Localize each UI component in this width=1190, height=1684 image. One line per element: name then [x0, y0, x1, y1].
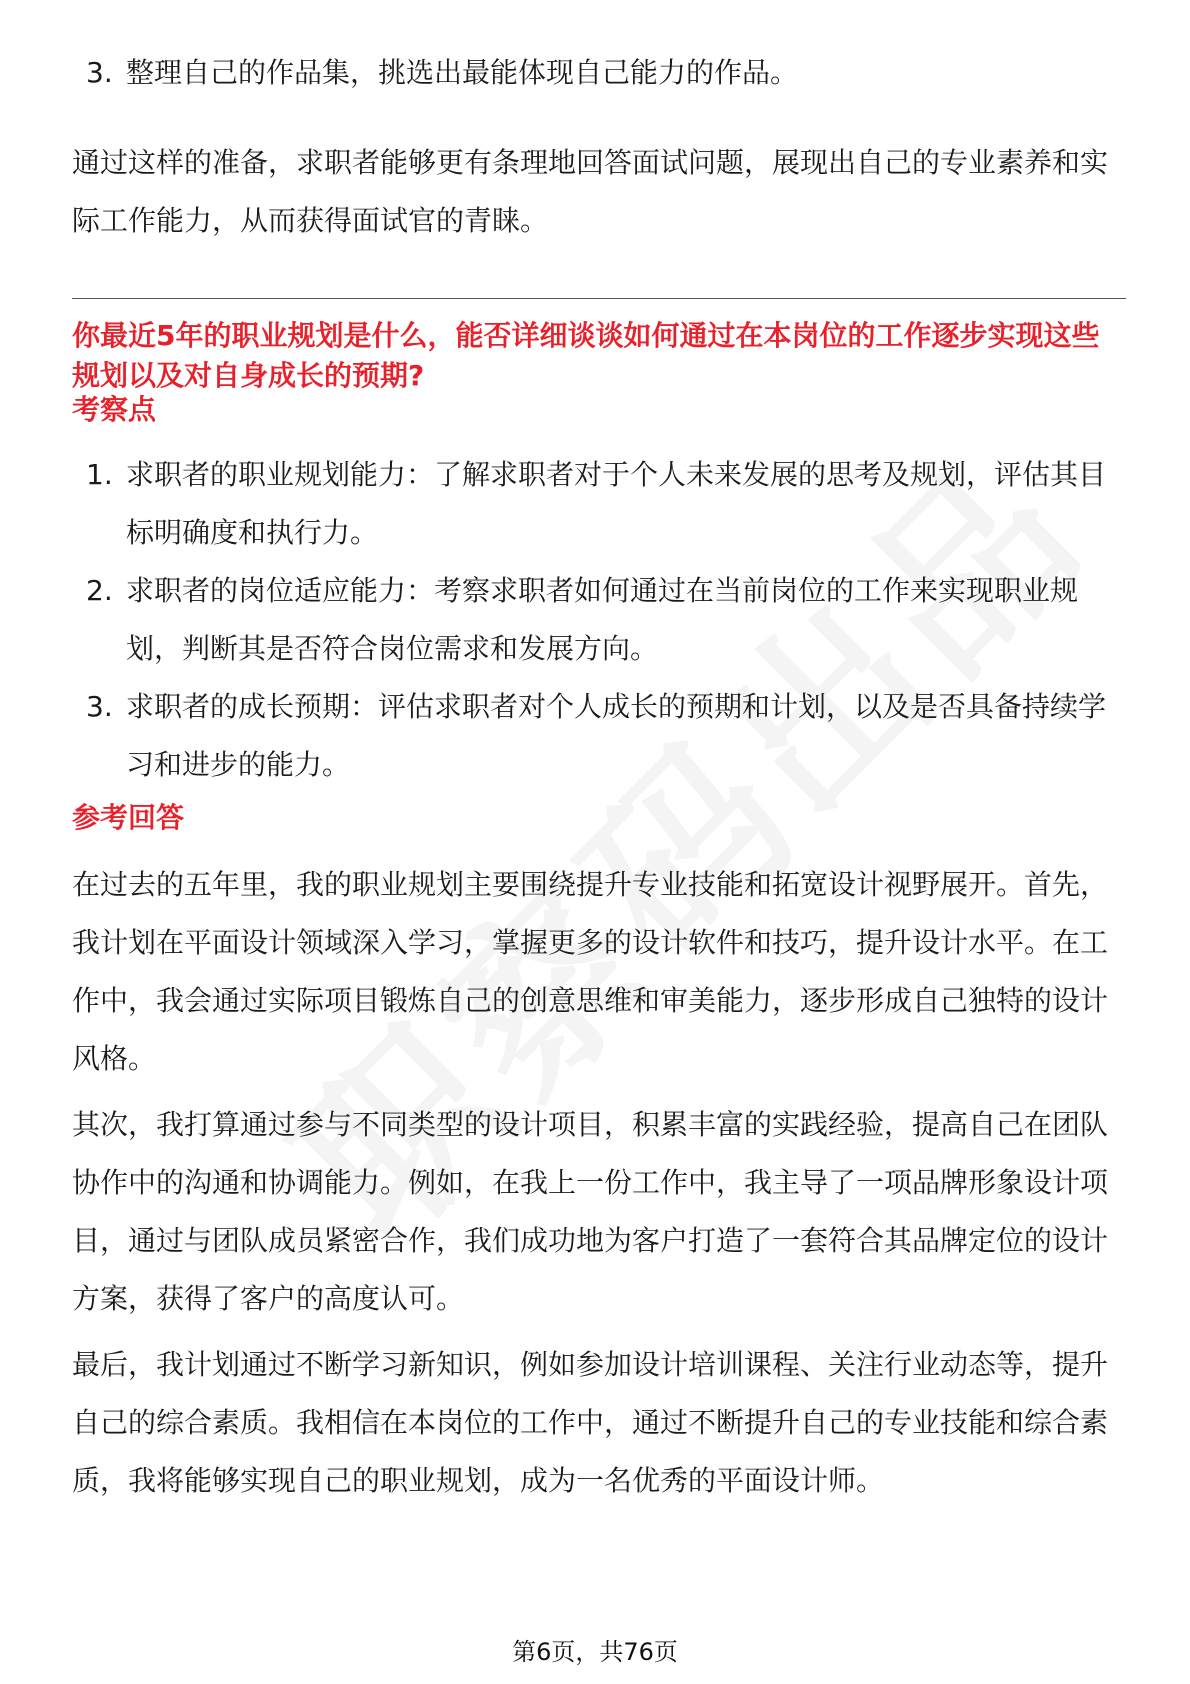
key-points-heading: 考察点 — [72, 393, 157, 426]
answer-paragraph: 其次，我打算通过参与不同类型的设计项目，积累丰富的实践经验，提高自己在团队协作中的沟通和协调能力。例如，在我上一份工作中，我主导了一项品牌形象设计项目，通过与团队成员紧密合作，我们成功地为客户打造了一套符合其品牌定位的设计方案，获得了客户的高度认可。 — [72, 1108, 1109, 1315]
list-item-number: 2. — [86, 574, 113, 607]
list-item — [72, 678, 1122, 794]
key-points-list — [72, 446, 1122, 794]
section-divider — [72, 298, 1126, 299]
list-item — [72, 446, 1122, 562]
list-item-number: 3. — [86, 56, 113, 89]
intro-paragraph: 通过这样的准备，求职者能够更有条理地回答面试问题，展现出自己的专业素养和实际工作能力，从而获得面试官的青睐。 — [72, 146, 1109, 237]
page-footer: 第6页，共76页 — [512, 1638, 678, 1666]
list-item-text: 求职者的岗位适应能力：考察求职者如何通过在当前岗位的工作来实现职业规划，判断其是否符合岗位需求和发展方向。 — [126, 574, 1079, 665]
question-heading: 你最近5年的职业规划是什么，能否详细谈谈如何通过在本岗位的工作逐步实现这些规划以及对自身成长的预期? — [72, 319, 1100, 392]
top-list — [72, 44, 1122, 102]
list-item-number: 1. — [86, 458, 113, 491]
list-item — [72, 44, 1122, 102]
list-item — [72, 562, 1122, 678]
list-item-text: 求职者的职业规划能力：了解求职者对于个人未来发展的思考及规划，评估其目标明确度和执行力。 — [126, 458, 1107, 549]
list-item-text: 求职者的成长预期：评估求职者对个人成长的预期和计划，以及是否具备持续学习和进步的能力。 — [126, 690, 1107, 781]
answer-paragraph: 在过去的五年里，我的职业规划主要围绕提升专业技能和拓宽设计视野展开。首先，我计划在平面设计领域深入学习，掌握更多的设计软件和技巧，提升设计水平。在工作中，我会通过实际项目锻炼自己的创意思维和审美能力，逐步形成自己独特的设计风格。 — [72, 868, 1109, 1075]
reference-answer-heading: 参考回答 — [72, 801, 185, 834]
list-item-text: 整理自己的作品集，挑选出最能体现自己能力的作品。 — [126, 56, 799, 89]
answer-paragraph: 最后，我计划通过不断学习新知识，例如参加设计培训课程、关注行业动态等，提升自己的综合素质。我相信在本岗位的工作中，通过不断提升自己的专业技能和综合素质，我将能够实现自己的职业规划，成为一名优秀的平面设计师。 — [72, 1348, 1109, 1497]
list-item-number: 3. — [86, 690, 113, 723]
